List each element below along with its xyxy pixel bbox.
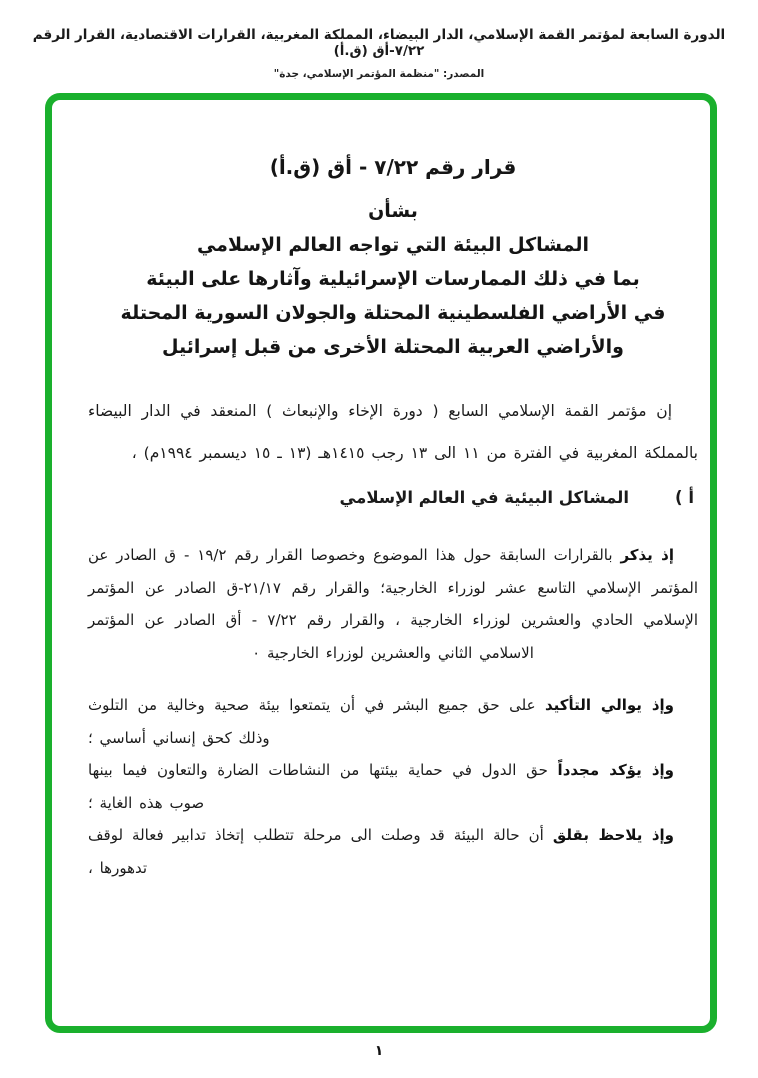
clause-text: حق الدول في حماية بيئتها من النشاطات الضارة والتعاون فيما بينها صوب هذه الغاية ؛: [88, 761, 558, 812]
header-source: المصدر: "منظمة المؤتمر الإسلامي، جدة": [273, 68, 485, 80]
title-line-subject-3: في الأراضي الفلسطينية المحتلة والجولان السورية المحتلة: [120, 302, 666, 324]
title-line-resolution-number: قرار رقم ٧/٢٢ - أق (ق.أ): [269, 155, 517, 179]
clause-lead: إذ يذكر: [620, 546, 674, 564]
title-line-subject-4: والأراضي العربية المحتلة الأخرى من قبل إسرائيل: [162, 336, 624, 358]
section-title: المشاكل البيئية في العالم الإسلامي: [339, 488, 630, 507]
clause-paragraph-recalling: [88, 539, 698, 669]
clause-paragraph-reaffirming-right: [88, 689, 698, 754]
section-heading: [88, 488, 698, 507]
title-line-subject-1: المشاكل البيئة التي تواجه العالم الإسلامي: [196, 234, 590, 256]
clause-lead: وإذ يوالي التأكيد: [544, 696, 674, 714]
page-header: [0, 27, 758, 80]
resolution-title-block: [88, 150, 698, 364]
clause-lead: وإذ يلاحظ بقلق: [552, 826, 675, 844]
page-number: ١: [374, 1043, 384, 1059]
header-citation: الدورة السابعة لمؤتمر القمة الإسلامي، الدار البيضاء، المملكة المغربية، القرارات الاقتصادية، القرار الرقم ٧/٢٢-أق (ق.أ): [32, 27, 726, 59]
clause-text: أن حالة البيئة قد وصلت الى مرحلة تتطلب إتخاذ تدابير فعالة لوقف تدهورها ،: [88, 826, 553, 877]
clause-lead: وإذ يؤكد مجدداً: [557, 761, 674, 779]
clause-text: على حق جميع البشر في أن يتمتعوا بيئة صحية وخالية من التلوث وذلك كحق إنساني أساسي ؛: [88, 696, 545, 747]
section-marker: أ ): [675, 488, 694, 507]
title-line-subject-2: بما في ذلك الممارسات الإسرائيلية وآثارها على البيئة: [146, 268, 640, 290]
clause-text: بالقرارات السابقة حول هذا الموضوع وخصوصا القرار رقم ١٩/٢ - ق الصادر عن المؤتمر الإسلامي التاسع عشر لوزراء الخارجية؛ والقرار رقم ٢١/١٧-ق الصادر عن المؤتمر الإسلامي الحادي والعشرين لوزراء الخارجية ، والقرار رقم ٧/٢٢ - أق الصادر عن المؤتمر الاسلامي الثاني والعشرين لوزراء الخارجية ٠: [88, 546, 698, 662]
resolution-frame: [45, 93, 717, 1033]
title-line-regarding: بشأن: [368, 200, 418, 222]
clause-paragraph-noting-concern: [88, 819, 698, 884]
preamble-paragraph: إن مؤتمر القمة الإسلامي السابع ( دورة الإخاء والإنبعاث ) المنعقد في الدار البيضاء بالمملكة المغربية في الفترة من ١١ الى ١٣ رجب ١٤١٥هـ (١٣ ـ ١٥ ديسمبر ١٩٩٤م) ،: [88, 402, 698, 462]
clause-paragraph-reaffirming-states: [88, 754, 698, 819]
